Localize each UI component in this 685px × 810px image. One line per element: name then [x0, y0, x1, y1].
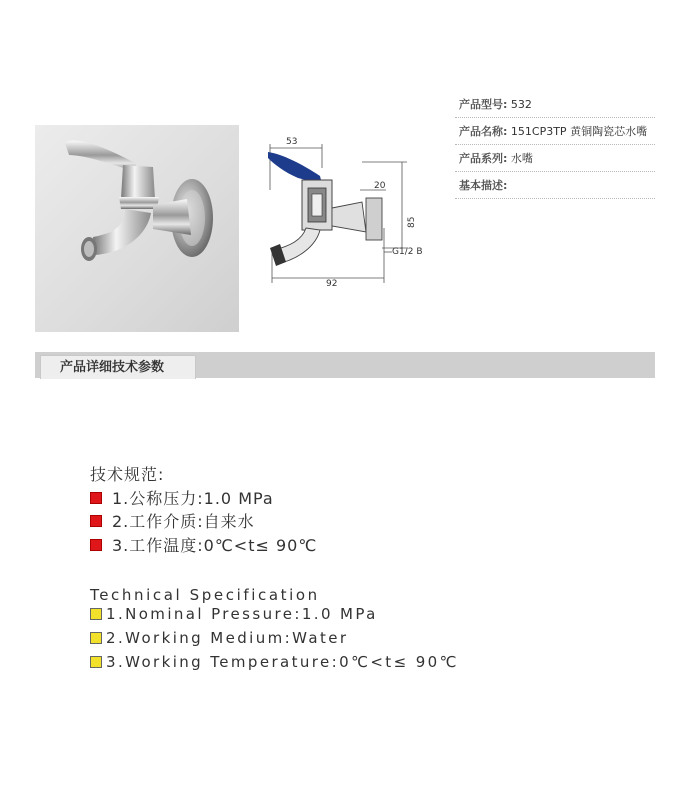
dim-right-small-label: 20 — [374, 181, 386, 191]
spec-cn-item-text: 3.工作温度:0℃<t≤ 90℃ — [112, 536, 318, 555]
dim-thread-label: G1/2 B — [392, 247, 423, 257]
series-value: 水嘴 — [510, 152, 533, 165]
description-label: 基本描述: — [459, 179, 508, 192]
spec-cn-item-text: 1.公称压力:1.0 MPa — [112, 489, 274, 508]
info-row-name — [455, 122, 655, 145]
spec-cn-item-3 — [90, 533, 317, 556]
info-row-series — [455, 149, 655, 172]
dim-top-label: 53 — [286, 137, 298, 147]
name-value: 151CP3TP 黄铜陶瓷芯水嘴 — [510, 125, 648, 138]
tab-technical-details[interactable]: 产品详细技术参数 — [40, 355, 196, 379]
info-row-description — [455, 176, 655, 199]
product-info — [455, 95, 655, 203]
spec-en-item-1 — [90, 605, 378, 623]
spec-cn-item-1 — [90, 486, 274, 509]
red-bullet-icon — [90, 515, 102, 527]
detail-tab-bar — [35, 352, 655, 378]
yellow-bullet-icon — [90, 608, 102, 620]
yellow-bullet-icon — [90, 632, 102, 644]
technical-drawing — [262, 128, 442, 298]
spec-en-item-text: 3.Working Temperature:0℃<t≤ 90℃ — [106, 653, 459, 671]
spec-en-item-text: 2.Working Medium:Water — [106, 629, 349, 647]
dim-bottom-label: 92 — [326, 279, 338, 289]
name-label: 产品名称: — [459, 125, 508, 138]
spec-cn-item-2 — [90, 509, 255, 532]
faucet-image — [35, 125, 239, 332]
dimension-diagram — [262, 128, 442, 298]
spec-cn-item-text: 2.工作介质:自来水 — [112, 512, 255, 531]
spec-en-item-text: 1.Nominal Pressure:1.0 MPa — [106, 605, 378, 623]
model-label: 产品型号: — [459, 98, 508, 111]
spec-en-item-3 — [90, 653, 459, 671]
red-bullet-icon — [90, 492, 102, 504]
series-label: 产品系列: — [459, 152, 508, 165]
yellow-bullet-icon — [90, 656, 102, 668]
red-bullet-icon — [90, 539, 102, 551]
dim-height-label: 85 — [407, 216, 417, 228]
model-value: 532 — [510, 98, 532, 111]
spec-en-item-2 — [90, 629, 348, 647]
product-photo — [35, 125, 239, 332]
spec-en-title: Technical Specification — [90, 586, 320, 604]
spec-cn-title: 技术规范: — [90, 465, 165, 484]
info-row-model — [455, 95, 655, 118]
